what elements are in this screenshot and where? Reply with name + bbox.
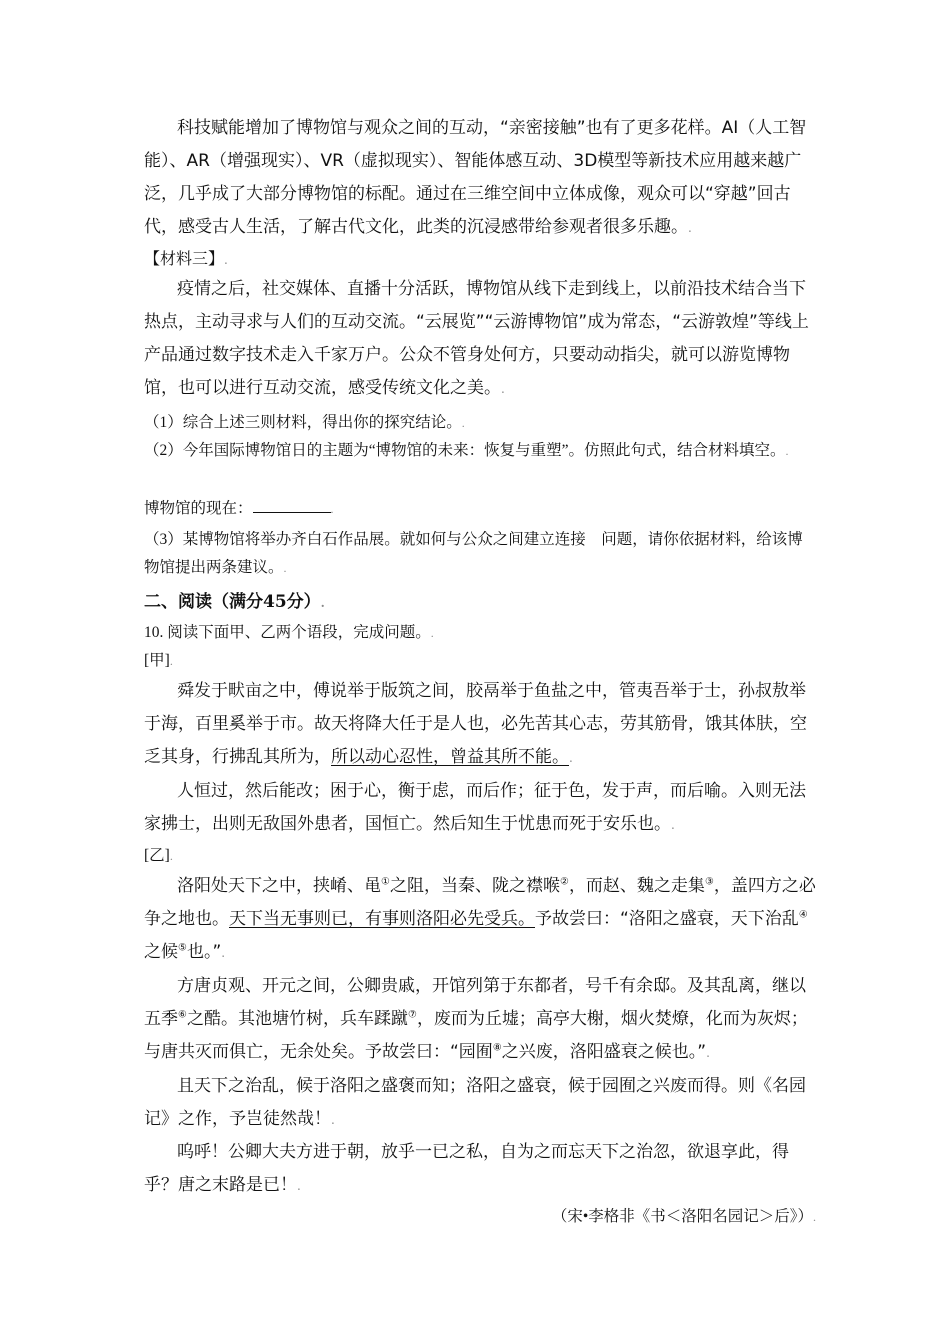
question-10: 10. 阅读下面甲、乙两个语段，完成问题。. bbox=[144, 624, 434, 641]
material3-title: 【材料三】. bbox=[144, 249, 228, 268]
jia-paragraph-2: 人恒过，然后能改；困于心，衡于虑，而后作；征于色，发于声，而后喻。入则无法家拂士，出则无敌国外患者，国恒亡。然后知生于忧患而死于安乐也。. bbox=[144, 781, 806, 834]
footnote-mark: ② bbox=[559, 876, 569, 888]
question-1: （1）综合上述三则材料，得出你的探究结论。. bbox=[144, 414, 465, 431]
question-2-fill: 博物馆的现在： . bbox=[144, 495, 816, 523]
source-citation: （宋•李格非《书＜洛阳名园记＞后》）. bbox=[551, 1208, 816, 1225]
section-heading: 二、阅读（满分45分）. bbox=[144, 592, 325, 612]
jia-paragraph-1: 舜发于畎亩之中，傅说举于版筑之间，胶鬲举于鱼盐之中，管夷吾举于士，孙叔敖举于海，百里奚举于市。故天将降大任于是人也，必先苦其心志，劳其筋骨，饿其体肤，空乏其身，行拂乱其所为，所以动心忍性，曾益其所不能。. bbox=[144, 681, 807, 767]
jia-label: [甲]. bbox=[144, 652, 173, 669]
underlined-sentence: 所以动心忍性，曾益其所不能。 bbox=[331, 747, 569, 767]
yi-paragraph-2: 方唐贞观、开元之间，公卿贵戚，开馆列第于东都者，号千有余邸。及其乱离，继以五季⑥之酷。其池塘竹树，兵车蹂蹴⑦，废而为丘墟；高亭大榭，烟火焚燎，化而为灰烬；与唐共灭而俱亡，无余处矣。予故尝曰：“园囿⑧之兴废，洛阳盛衰之候也。”. bbox=[144, 976, 808, 1062]
answer-blank[interactable] bbox=[253, 495, 331, 513]
yi-label: [乙]. bbox=[144, 847, 173, 864]
footnote-mark: ⑥ bbox=[178, 1009, 187, 1021]
footnote-mark: ③ bbox=[704, 876, 714, 888]
material3-paragraph: 疫情之后，社交媒体、直播十分活跃，博物馆从线下走到线上，以前沿技术结合当下热点，主动寻求与人们的互动交流。“云展览”“云游博物馆”成为常态，“云游敦煌”等线上产品通过数字技术走入千家万户。公众不管身处何方，只要动动指尖，就可以游览博物馆，也可以进行互动交流，感受传统文化之美。. bbox=[144, 279, 809, 398]
yi-paragraph-1: 洛阳处天下之中，挟崤、黾①之阻，当秦、陇之襟喉②，而赵、魏之走集③，盖四方之必争之地也。天下当无事则已，有事则洛阳必先受兵。予故尝曰：“洛阳之盛衰，天下治乱④之候⑤也。”. bbox=[144, 876, 816, 962]
footnote-mark: ⑧ bbox=[492, 1042, 502, 1054]
question-3: （3）某博物馆将举办齐白石作品展。就如何与公众之间建立连接 问题，请你依据材料，给该博物馆提出两条建议。. bbox=[144, 531, 803, 576]
yi-paragraph-3: 且天下之治乱，候于洛阳之盛褒而知；洛阳之盛衰，候于园囿之兴废而得。则《名园记》之作，予岂徒然哉！. bbox=[144, 1076, 806, 1129]
underlined-sentence: 天下当无事则已，有事则洛阳必先受兵。 bbox=[229, 909, 535, 929]
footnote-mark: ⑦ bbox=[407, 1009, 417, 1021]
footnote-mark: ④ bbox=[798, 909, 808, 921]
footnote-mark: ① bbox=[381, 876, 390, 888]
question-2: （2）今年国际博物馆日的主题为“博物馆的未来：恢复与重塑”。仿照此句式，结合材料填空。. bbox=[144, 442, 789, 459]
yi-paragraph-4: 呜呼！公卿大夫方进于朝，放乎一已之私，自为之而忘天下之治忽，欲退享此，得乎？唐之末路是已！. bbox=[144, 1142, 789, 1195]
footnote-mark: ⑤ bbox=[178, 942, 187, 954]
material2-paragraph: 科技赋能增加了博物馆与观众之间的互动，“亲密接触”也有了更多花样。AI（人工智能）、AR（增强现实）、VR（虚拟现实）、智能体感互动、3D模型等新技术应用越来越广泛，几乎成了大部分博物馆的标配。通过在三维空间中立体成像，观众可以“穿越”回古代，感受古人生活，了解古代文化，此类的沉浸感带给参观者很多乐趣。. bbox=[144, 118, 807, 237]
